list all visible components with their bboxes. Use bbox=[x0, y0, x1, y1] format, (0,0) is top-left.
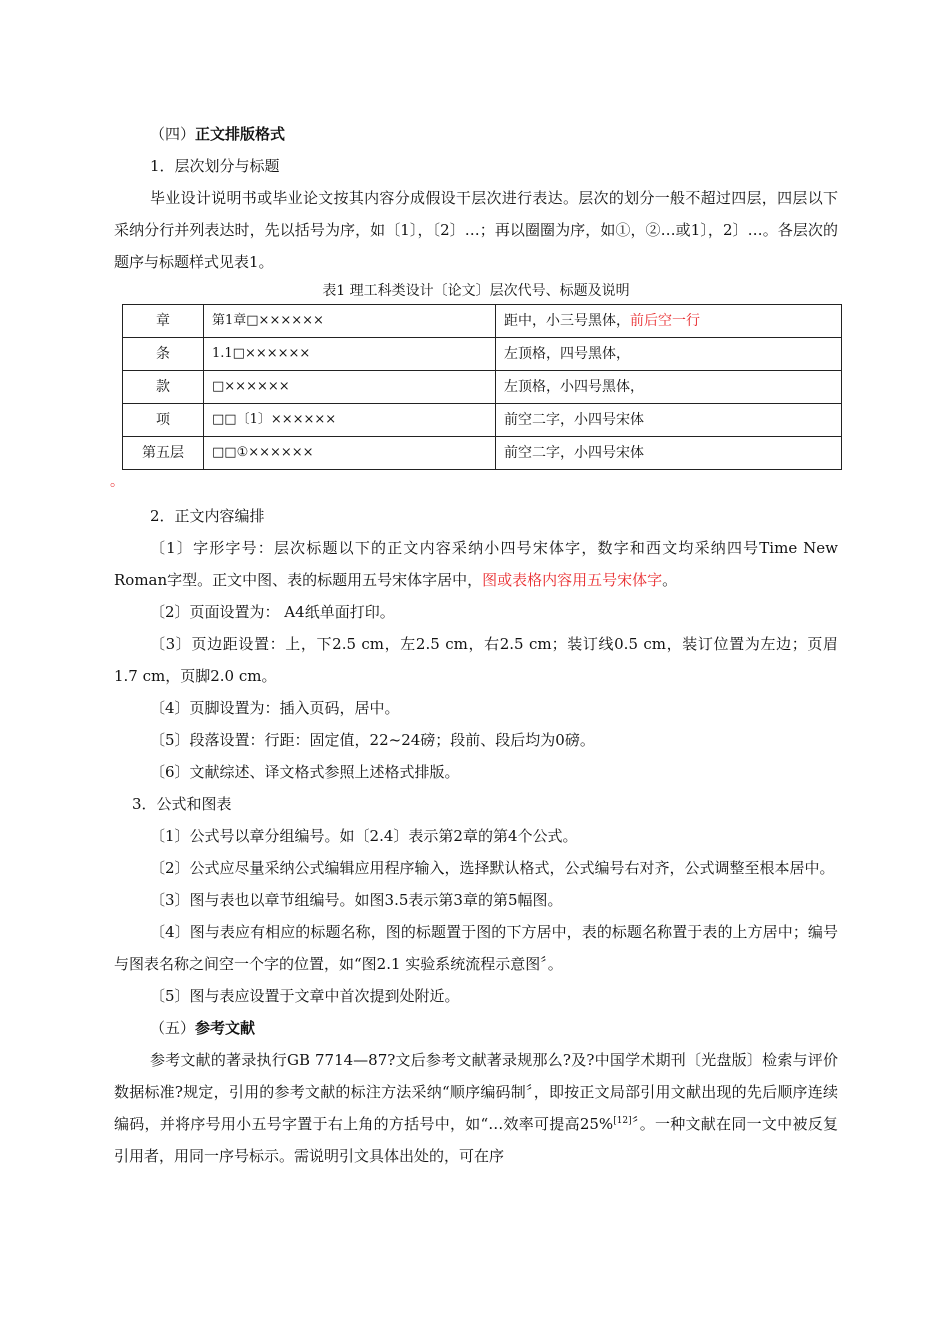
example-cell: □□①×××××× bbox=[204, 437, 496, 470]
level-cell: 项 bbox=[123, 404, 204, 437]
description-highlight: 前后空一行 bbox=[630, 313, 700, 329]
table-caption: 表1 理工科类设计〔论文〕层次代号、标题及说明 bbox=[322, 283, 630, 299]
rule-item: 〔4〕图与表应有相应的标题名称，图的标题置于图的下方居中，表的标题名称置于表的上方居中；编号与图表名称之间空一个字的位置，如“图2.1 实验系统流程示意图〞。 bbox=[114, 923, 838, 973]
citation-superscript: [12] bbox=[613, 1116, 632, 1126]
table-row bbox=[123, 338, 842, 371]
table-row bbox=[123, 305, 842, 338]
subsection-heading-3: 3．公式和图表 bbox=[132, 795, 232, 813]
rule-item bbox=[114, 724, 838, 756]
description-cell bbox=[496, 305, 842, 338]
table-row bbox=[123, 437, 842, 470]
section-number: （四） bbox=[150, 125, 196, 143]
level-cell: 条 bbox=[123, 338, 204, 371]
rule-item bbox=[114, 756, 838, 788]
level-cell: 章 bbox=[123, 305, 204, 338]
references-text-continued: 〞。一种文献在同一文中被反复引用者，用同一序号标示。需说明引文具体出处的，可在序 bbox=[114, 1115, 838, 1165]
description-text: 左顶格，四号黑体， bbox=[504, 346, 630, 362]
rule-item: 〔1〕公式号以章分组编号。如〔2.4〕表示第2章的第4个公式。 bbox=[150, 827, 578, 845]
rule-text: 〔2〕页面设置为： A4纸单面打印。 bbox=[150, 603, 395, 621]
section-heading-5 bbox=[114, 1012, 838, 1044]
description-cell bbox=[496, 404, 842, 437]
stray-period: 。 bbox=[110, 474, 124, 490]
subsection-heading-2: 2．正文内容编排 bbox=[150, 507, 265, 525]
section-heading-4 bbox=[114, 118, 838, 150]
description-text: 前空二字，小四号宋体 bbox=[504, 412, 644, 428]
subsection-heading-1: 1．层次划分与标题 bbox=[150, 157, 280, 175]
description-text: 前空二字，小四号宋体 bbox=[504, 445, 644, 461]
level-cell: 第五层 bbox=[123, 437, 204, 470]
rule-text: 〔1〕字形字号：层次标题以下的正文内容采纳小四号宋体字，数字和西文均采纳四号Time New Roman字型。正文中图、表的标题用五号宋体字居中， bbox=[114, 539, 838, 589]
rule-item: 〔5〕图与表应设置于文章中首次提到处附近。 bbox=[150, 987, 460, 1005]
level-cell: 款 bbox=[123, 371, 204, 404]
description-cell bbox=[496, 371, 842, 404]
rule-text: 〔3〕页边距设置：上，下2.5 cm，左2.5 cm，右2.5 cm；装订线0.5 cm，装订位置为左边；页眉1.7 cm，页脚2.0 cm。 bbox=[114, 635, 838, 685]
intro-paragraph: 毕业设计说明书或毕业论文按其内容分成假设干层次进行表达。层次的划分一般不超过四层，四层以下采纳分行并列表达时，先以括号为序，如〔1〕，〔2〕…；再以圈圈为序，如①，②…或1〕，2〕…。各层次的题序与标题样式见表1。 bbox=[114, 189, 838, 271]
description-text: 左顶格，小四号黑体， bbox=[504, 379, 644, 395]
rule-text: 〔6〕文献综述、译文格式参照上述格式排版。 bbox=[150, 763, 460, 781]
rule-item: 〔3〕图与表也以章节组编号。如图3.5表示第3章的第5幅图。 bbox=[150, 891, 563, 909]
example-cell: □□〔1〕×××××× bbox=[204, 404, 496, 437]
description-text: 距中，小三号黑体， bbox=[504, 313, 630, 329]
rule-text: 〔4〕页脚设置为：插入页码，居中。 bbox=[150, 699, 400, 717]
rule-item bbox=[114, 628, 838, 692]
description-cell bbox=[496, 437, 842, 470]
rule-text: 〔5〕段落设置：行距：固定值，22~24磅；段前、段后均为0磅。 bbox=[150, 731, 595, 749]
section-number: （五） bbox=[150, 1019, 196, 1037]
rule-item: 〔2〕公式应尽量采纳公式编辑应用程序输入，选择默认格式，公式编号右对齐，公式调整至根本居中。 bbox=[150, 859, 835, 877]
example-cell: 第1章□×××××× bbox=[204, 305, 496, 338]
document-page bbox=[110, 118, 838, 1172]
rule-item bbox=[114, 596, 838, 628]
rule-tail: 。 bbox=[662, 571, 678, 589]
table-row bbox=[123, 404, 842, 437]
rule-item bbox=[114, 532, 838, 596]
references-paragraph bbox=[114, 1044, 838, 1172]
rule-highlight: 图或表格内容用五号宋体字 bbox=[482, 571, 663, 589]
layout-rules-list bbox=[114, 532, 838, 788]
section-title: 正文排版格式 bbox=[195, 125, 286, 143]
levels-table bbox=[122, 304, 842, 470]
example-cell: 1.1□×××××× bbox=[204, 338, 496, 371]
section-title: 参考文献 bbox=[195, 1019, 256, 1037]
formula-figure-rules-list bbox=[114, 820, 838, 1012]
rule-item bbox=[114, 692, 838, 724]
example-cell: □×××××× bbox=[204, 371, 496, 404]
description-cell bbox=[496, 338, 842, 371]
table-row bbox=[123, 371, 842, 404]
references-text: 参考文献的著录执行GB 7714—87?文后参考文献著录规那么?及?中国学术期刊〔光盘版〕检索与评价数据标准?规定，引用的参考文献的标注方法采纳“顺序编码制〞，即按正文局部引用文献出现的先后顺序连续编码，并将序号用小五号字置于右上角的方括号中，如“…效率可提高25% bbox=[114, 1051, 838, 1133]
